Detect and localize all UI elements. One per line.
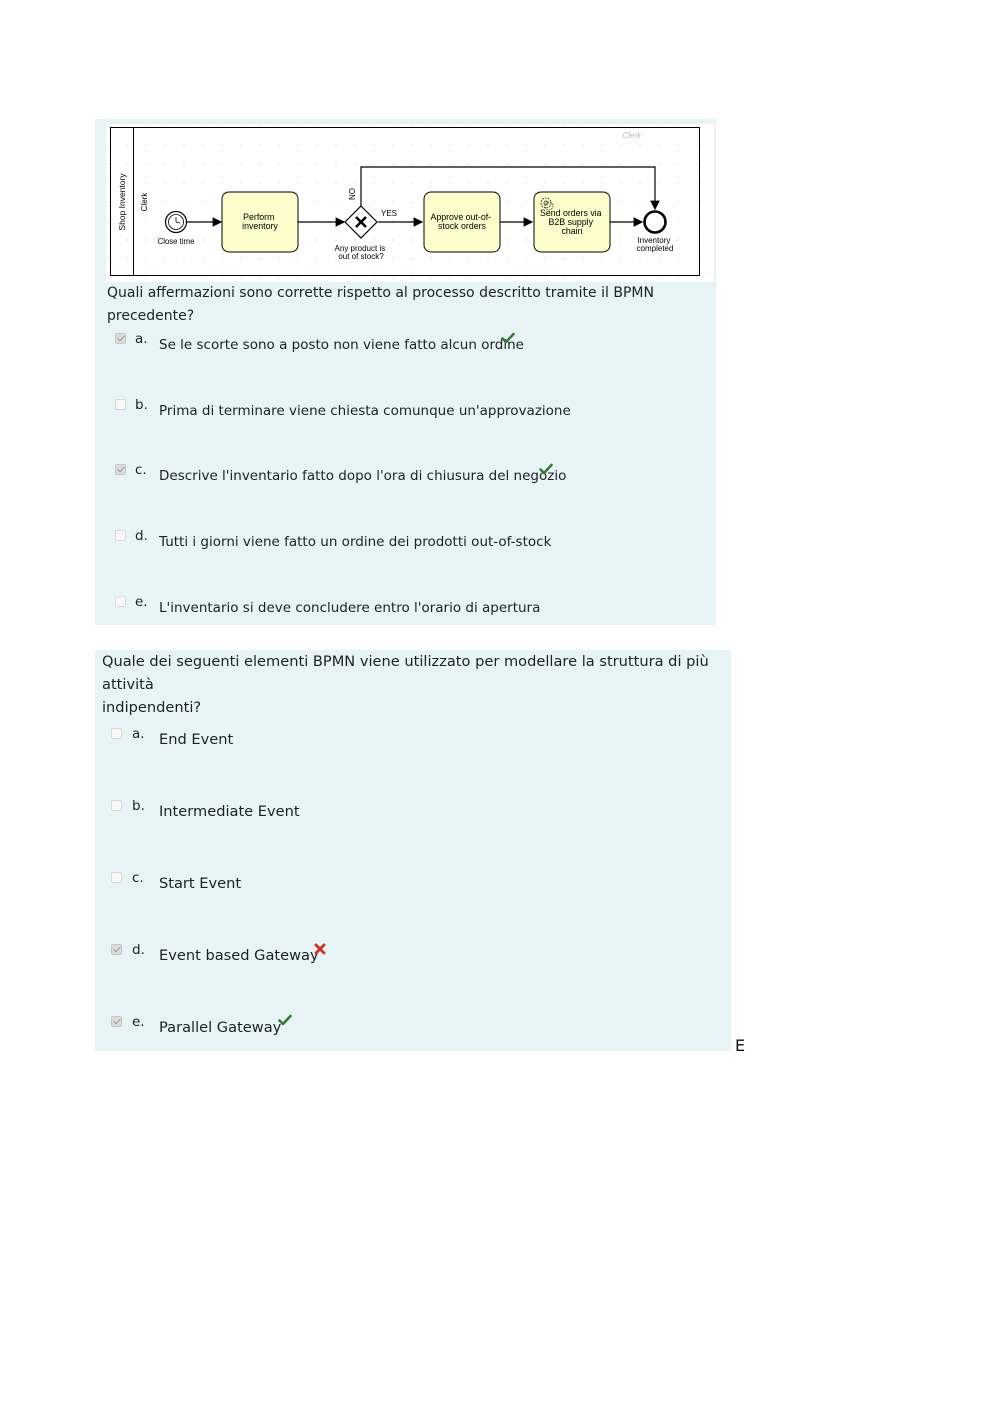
start-event-label: Close time: [157, 237, 195, 246]
q2-option-d[interactable]: [95, 944, 695, 974]
q2-option-a-text: End Event: [159, 731, 234, 748]
svg-text:Approve out-of- stock: [430, 212, 493, 231]
gateway-yes-label: YES: [380, 209, 398, 218]
q2-option-e[interactable]: [95, 1016, 695, 1046]
gateway-label-line2: out of stock?: [338, 252, 384, 261]
q1-option-b-letter: b.: [135, 397, 148, 413]
q1-option-e-checkbox[interactable]: [115, 596, 126, 607]
question-2-card: [95, 650, 731, 1051]
timer-start-event: [166, 212, 187, 233]
bpmn-diagram: [106, 124, 714, 282]
q1-option-a-text: Se le scorte sono a posto non viene fatto alcun ordine: [159, 337, 524, 353]
task-send-line2: B2B supply: [548, 217, 594, 227]
q1-option-e-letter: e.: [135, 594, 148, 610]
lane-label: Clerk: [140, 192, 149, 212]
correct-check-icon: [501, 332, 515, 344]
q1-option-c[interactable]: [95, 462, 695, 492]
q2-option-d-checkbox[interactable]: [111, 944, 122, 955]
q2-option-e-checkbox[interactable]: [111, 1016, 122, 1027]
incorrect-cross-icon: [314, 943, 326, 955]
q2-option-d-letter: d.: [132, 942, 145, 958]
end-event-line1: Inventory: [637, 236, 671, 245]
svg-text:Inventory completed: [637, 236, 674, 253]
task-send-line1: Send orders via: [539, 208, 602, 218]
q1-option-c-text: Descrive l'inventario fatto dopo l'ora di chiusura del negozio: [159, 468, 567, 484]
q2-option-b-letter: b.: [132, 798, 145, 814]
q1-option-a-checkbox[interactable]: [115, 333, 126, 344]
q2-option-a[interactable]: [95, 728, 695, 758]
q1-option-c-checkbox[interactable]: [115, 464, 126, 475]
stray-letter: E: [735, 1036, 746, 1055]
correct-check-icon: [539, 463, 553, 475]
gateway-no-label: NO: [348, 188, 357, 200]
end-event-line2: completed: [636, 244, 674, 253]
q2-option-e-text: Parallel Gateway: [159, 1019, 282, 1036]
svg-text:Perform inventory: [242, 212, 278, 231]
pool-label: Shop Inventory: [117, 173, 127, 231]
q1-option-e-text: L'inventario si deve concludere entro l'orario di apertura: [159, 600, 541, 616]
q2-option-c-checkbox[interactable]: [111, 872, 122, 883]
question-1-card: [95, 119, 716, 625]
svg-text:Any product is out of: [335, 244, 388, 261]
question-1-text: Quali affermazioni sono corrette rispetto al processo descritto tramite il BPMN precedente?: [107, 285, 654, 324]
q2-option-d-text: Event based Gateway: [159, 947, 319, 964]
task-perform-line2: inventory: [242, 221, 278, 231]
q1-option-c-letter: c.: [135, 462, 147, 478]
task-send-line3: chain: [561, 226, 583, 236]
q1-option-b-text: Prima di terminare viene chiesta comunque un'approvazione: [159, 403, 571, 419]
q2-option-c-letter: c.: [132, 870, 144, 886]
q1-option-d-checkbox[interactable]: [115, 530, 126, 541]
q2-option-c[interactable]: [95, 872, 695, 902]
question-2-text-line1: Quale dei seguenti elementi BPMN viene utilizzato per modellare la struttura di più attività: [102, 653, 709, 693]
question-2-text: [102, 650, 727, 719]
task-approve-line1: Approve out-of-: [430, 212, 492, 222]
correct-check-icon: [278, 1014, 292, 1026]
q2-option-b[interactable]: [95, 800, 695, 830]
q2-option-e-letter: e.: [132, 1014, 145, 1030]
q1-option-b[interactable]: [95, 397, 695, 427]
end-event: [645, 212, 666, 233]
gateway-label-line1: Any product is: [334, 244, 386, 253]
q1-option-d[interactable]: [95, 528, 695, 558]
lane-watermark: Clerk: [622, 131, 641, 140]
q2-option-b-checkbox[interactable]: [111, 800, 122, 811]
task-perform-line1: Perform: [243, 212, 275, 222]
q1-option-e[interactable]: [95, 594, 695, 624]
q2-option-b-text: Intermediate Event: [159, 803, 300, 820]
q1-option-a-letter: a.: [135, 331, 148, 347]
q1-option-b-checkbox[interactable]: [115, 399, 126, 410]
q2-option-c-text: Start Event: [159, 875, 242, 892]
q1-option-d-letter: d.: [135, 528, 148, 544]
question-2-text-line2: indipendenti?: [102, 699, 202, 716]
q1-option-d-text: Tutti i giorni viene fatto un ordine dei prodotti out-of-stock: [159, 534, 552, 550]
q2-option-a-letter: a.: [132, 726, 145, 742]
q2-option-a-checkbox[interactable]: [111, 728, 122, 739]
task-approve-line2: stock orders: [438, 221, 486, 231]
q1-option-a[interactable]: [95, 331, 695, 361]
